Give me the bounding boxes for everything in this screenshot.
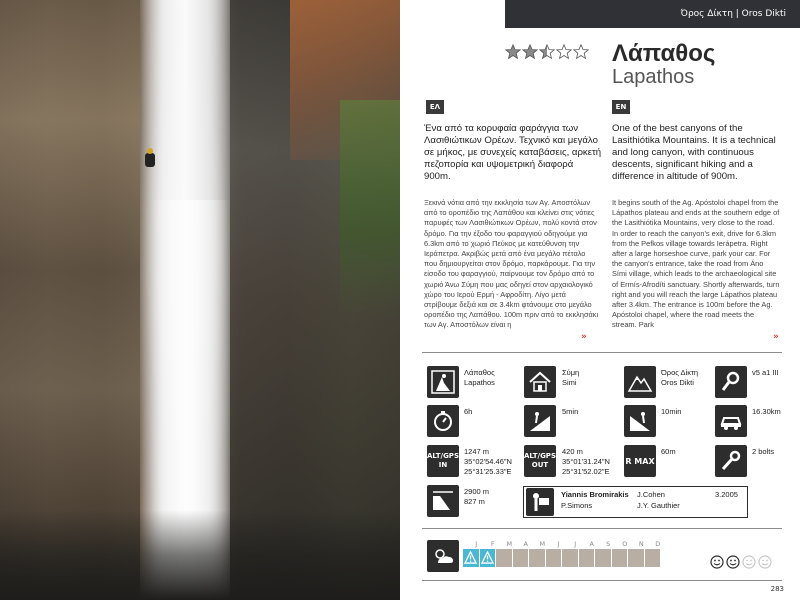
grade-info: v5 a1 III [752, 368, 779, 377]
english-body-text: It begins south of the Ag. Apóstoloi chapel from the Lápathos plateau and ends at the southern edge of the Lasithiótika Mountains, very close to the road. In order to reach the canyon's exit, drive for 6.3km from the Pefkos village towards Ierápetra. Right after a large horseshoe curve, park your car. For the canyon's entrance, take the road from Áno Sími village, which leads to the archaeological site of Ermís-Afrodíti sanctuary. Shortly afterwards, turn right and you will reach the large Lápathos plateau after 3.4km. The entrance is 100m before the Ag. Apóstoloi chapel, where the road meets the stream. Park [612, 198, 780, 330]
warning-icon [464, 551, 477, 564]
month-label: N [638, 540, 644, 548]
photographer-2: J.Y. Gauthier [637, 501, 680, 510]
month-label: J [557, 540, 560, 548]
month-cell [595, 549, 611, 567]
canyon-icon-box [427, 366, 459, 398]
month-cell [579, 549, 595, 567]
hiker-uphill-icon [527, 408, 553, 434]
gps-in-info: 1247 m 35°02'54.46"N 25°31'25.33"E [464, 447, 512, 476]
photographer-icon [527, 489, 553, 515]
smiley-face-icon [710, 554, 724, 573]
exit-time-info: 10min [661, 407, 682, 416]
village-icon-box [524, 366, 556, 398]
month-cell [562, 549, 578, 567]
stopwatch-icon [430, 408, 456, 434]
alt-gps-label: ALT/GPS [427, 452, 459, 460]
month-cell [496, 549, 512, 567]
drive-distance-info: 16.30km [752, 407, 781, 416]
month-cell [513, 549, 529, 567]
photographer-icon-box [526, 488, 554, 516]
divider-top [422, 352, 782, 353]
rmax-info: 60m [661, 447, 676, 456]
region-header [505, 0, 800, 28]
author-secondary: P.Simons [561, 501, 593, 510]
month-cell [546, 549, 562, 567]
month-cell-warning [463, 549, 479, 567]
month-cell [628, 549, 644, 567]
sun-cloud-icon [430, 543, 456, 569]
month-label: J [475, 540, 478, 548]
star-full-icon [505, 44, 521, 60]
rmax-icon-box [624, 445, 656, 477]
vegetation [340, 100, 400, 320]
greek-language-tag: ΕΛ [426, 100, 444, 114]
gps-out-info: 420 m 35°01'31.24"N 25°31'52.02"E [562, 447, 610, 476]
approach-time-info: 5min [562, 407, 579, 416]
wrench-icon [718, 448, 744, 474]
month-label: M [539, 540, 546, 548]
photographer-1: J.Cohen [637, 490, 665, 499]
month-label: A [589, 540, 594, 548]
star-full-icon [522, 44, 538, 60]
village-info: Σύμη Simi [562, 368, 580, 387]
month-label: O [622, 540, 628, 548]
mountain-info: Όρος Δίκτη Oros Dikti [661, 368, 699, 387]
author-name: Yiannis Bromirakis [561, 490, 629, 499]
continue-arrow-icon[interactable]: » [581, 332, 587, 342]
english-language-tag: EN [612, 100, 630, 114]
length-icon-box [427, 485, 459, 517]
smiley-face-empty-icon [758, 554, 772, 573]
weather-icon-box [427, 540, 459, 572]
month-cell [612, 549, 628, 567]
greek-body-text: Ξεκινά νότια από την εκκλησία των Αγ. Αποστόλων από το οροπέδιο της Λαπάθου και κλείνει στις νότιες παρυφές των Λασιθιώτικων Ορέων, πολύ κοντά στον δρόμο. Για την έξοδο του φαραγγιού οδηγούμε για 6.3km από το χωριό Πεύκος με κατεύθυνση την Ιεράπετρα. Ακριβώς μετά από ένα μεγάλο πέταλο που δημιουργείται στον δρόμο, παρκάρουμε. Για την είσοδο του φαραγγιού, παίρνουμε τον δρόμο από το χωριό Άνω Σύμη που μας οδηγεί στον αρχαιολογικό χώρο του Ιερού Ερμή - Αφροδίτη. Λίγο μετά στρίβουμε δεξιά και σε 3.4km φτάνουμε στο μεγάλο οροπέδιο της Λαπάθου. 100m πριν από το εκκλησάκι των Αγ. Αποστόλων είναι η [424, 198, 599, 330]
car-icon [718, 408, 744, 434]
approach-time-icon-box [524, 405, 556, 437]
total-time-info: 6h [464, 407, 473, 416]
bolts-icon-box [715, 445, 747, 477]
region-label: Όρος Δίκτη | Oros Dikti [680, 9, 786, 19]
english-lead-text: One of the best canyons of the Lasithiótika Mountains. It is a technical and long canyon, with continuous descents, significant hiking and a difference in altitude of 900m. [612, 123, 776, 182]
village-house-icon [527, 369, 553, 395]
alt-gps-label: ALT/GPS [524, 452, 556, 460]
total-time-icon-box [427, 405, 459, 437]
month-calendar [463, 549, 660, 567]
canyon-name-info: Λάπαθος Lapathos [464, 368, 495, 387]
grade-icon-box [715, 366, 747, 398]
warning-icon [481, 551, 494, 564]
out-label: OUT [531, 461, 549, 469]
canyon-title-greek: Λάπαθος [612, 40, 716, 67]
smiley-face-icon [726, 554, 740, 573]
month-cell-warning [480, 549, 496, 567]
month-label: J [574, 540, 577, 548]
star-half-icon [539, 44, 555, 60]
continue-arrow-icon[interactable]: » [773, 332, 779, 342]
canyon-title-english: Lapathos [612, 66, 695, 88]
exit-time-icon-box [624, 405, 656, 437]
mountain-icon [627, 369, 653, 395]
pool-shadow [0, 510, 400, 600]
rmax-label: R MAX [625, 456, 655, 466]
credits-date: 3.2005 [715, 490, 738, 499]
month-cell [529, 549, 545, 567]
month-label: F [490, 540, 495, 548]
bolts-info: 2 bolts [752, 447, 775, 456]
mountain-icon-box [624, 366, 656, 398]
star-empty-icon [556, 44, 572, 60]
month-label: A [523, 540, 528, 548]
smiley-face-empty-icon [742, 554, 756, 573]
month-label: M [506, 540, 513, 548]
interest-rating [710, 554, 772, 573]
month-label: D [655, 540, 661, 548]
gps-out-icon-box [524, 445, 556, 477]
greek-lead-text: Ένα από τα κορυφαία φαράγγια των Λασιθιώτικων Ορέων. Τεχνικό και μεγάλο σε μήκος, με συνεχείς καταβάσεις, αρκετή πεζοπορία και υψομετρική διαφορά 900m. [424, 123, 602, 182]
gps-in-icon-box [427, 445, 459, 477]
difficulty-rating [505, 44, 589, 60]
page-number: 283 [770, 585, 784, 593]
climber [145, 153, 155, 167]
month-label: S [606, 540, 611, 548]
star-empty-icon [573, 44, 589, 60]
drive-distance-icon-box [715, 405, 747, 437]
month-labels [468, 540, 666, 548]
grade-carabiner-icon [718, 369, 744, 395]
hiker-exit-icon [627, 408, 653, 434]
canyon-icon [430, 369, 456, 395]
length-drop-icon [430, 488, 456, 514]
divider-bottom [422, 528, 782, 529]
in-label: IN [438, 461, 448, 469]
divider-footer [422, 580, 782, 581]
length-info: 2900 m 827 m [464, 487, 490, 506]
month-cell [645, 549, 661, 567]
